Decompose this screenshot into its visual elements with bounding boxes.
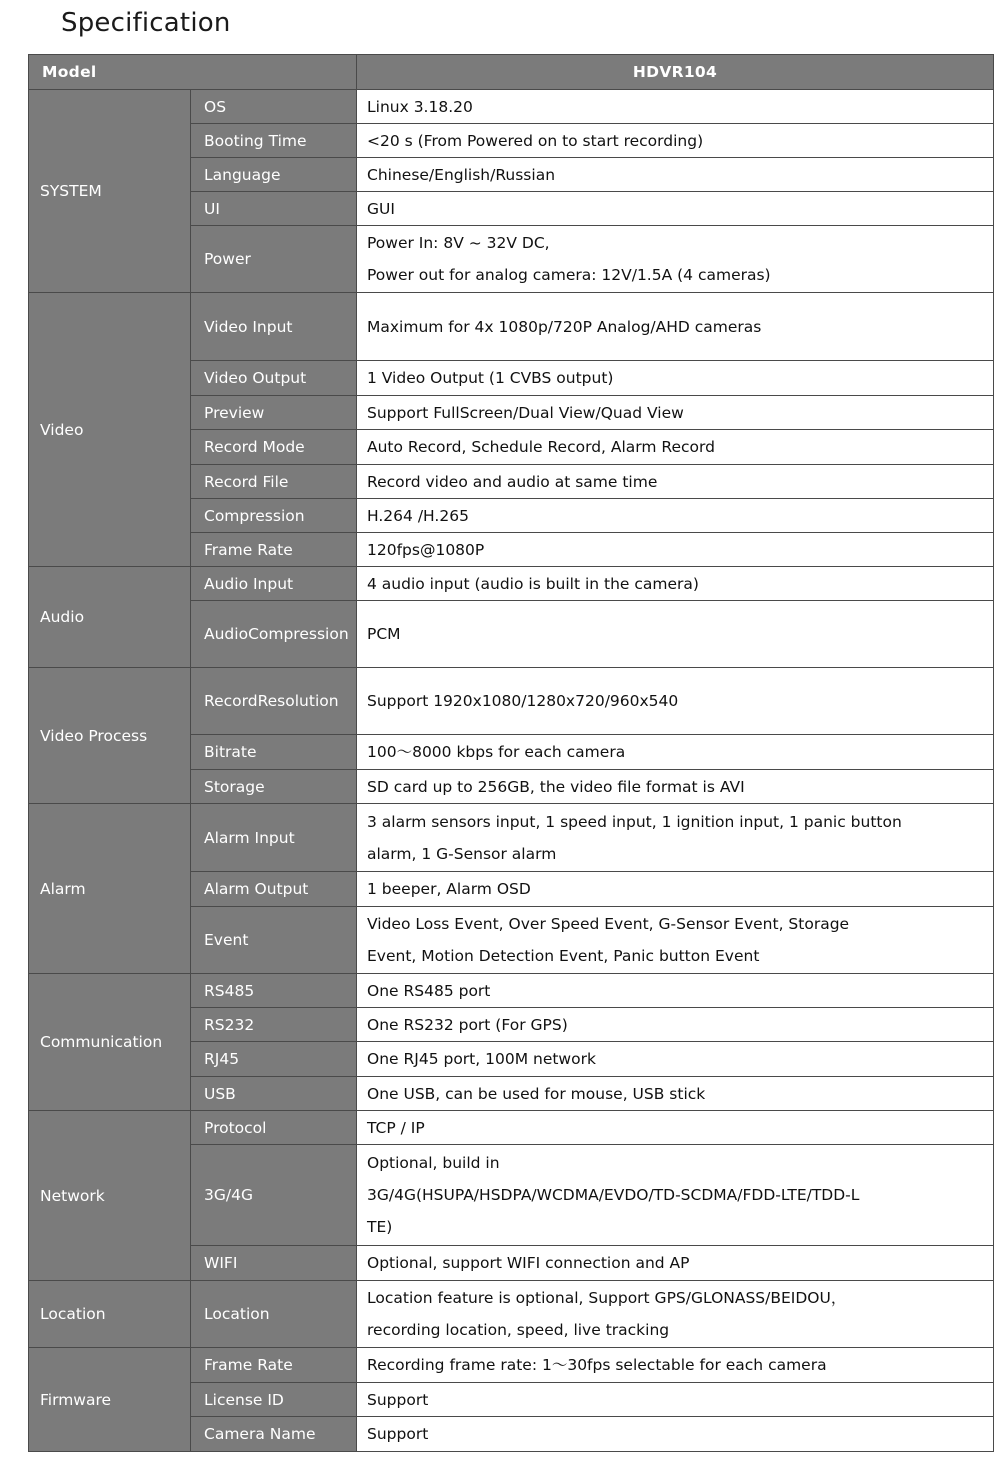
row-value-line: recording location, speed, live tracking bbox=[367, 1321, 670, 1339]
table-row bbox=[29, 668, 994, 735]
row-label: Video Output bbox=[191, 361, 357, 396]
row-label: WIFI bbox=[191, 1246, 357, 1281]
row-value bbox=[357, 396, 994, 430]
row-value-line: 1 beeper, Alarm OSD bbox=[367, 880, 531, 898]
row-value-line: 1 Video Output (1 CVBS output) bbox=[367, 369, 614, 387]
table-row bbox=[29, 1348, 994, 1383]
row-value-line: <20 s (From Powered on to start recording) bbox=[367, 131, 704, 150]
row-value bbox=[357, 293, 994, 361]
row-label: Location bbox=[191, 1281, 357, 1348]
row-value bbox=[357, 1008, 994, 1042]
row-label: Bitrate bbox=[191, 735, 357, 770]
row-label: RS485 bbox=[191, 974, 357, 1008]
row-value bbox=[357, 158, 994, 192]
row-label: Alarm Input bbox=[191, 804, 357, 872]
row-value bbox=[357, 124, 994, 158]
row-value-line: 4 audio input (audio is built in the camera) bbox=[367, 574, 699, 593]
row-label: RS232 bbox=[191, 1008, 357, 1042]
row-value bbox=[357, 907, 994, 974]
row-label: Frame Rate bbox=[191, 1348, 357, 1383]
row-label-line: Audio bbox=[204, 625, 249, 643]
group-cell-network: Network bbox=[29, 1111, 191, 1281]
row-label: Preview bbox=[191, 396, 357, 430]
row-label: Storage bbox=[191, 770, 357, 804]
row-value bbox=[357, 601, 994, 668]
row-value bbox=[357, 770, 994, 804]
row-label: Language bbox=[191, 158, 357, 192]
row-value bbox=[357, 1145, 994, 1246]
row-value bbox=[357, 90, 994, 124]
row-value-line: Linux 3.18.20 bbox=[367, 97, 473, 116]
row-value-line: Location feature is optional, Support GPS/GLONASS/BEIDOU， bbox=[367, 1289, 847, 1307]
row-label: Compression bbox=[191, 499, 357, 533]
row-label bbox=[191, 668, 357, 735]
group-cell-video: Video bbox=[29, 293, 191, 567]
row-label: Protocol bbox=[191, 1111, 357, 1145]
row-value-line: PCM bbox=[367, 625, 401, 643]
row-label: License ID bbox=[191, 1383, 357, 1417]
row-value bbox=[357, 872, 994, 907]
row-value-line: Event, Motion Detection Event, Panic button Event bbox=[367, 947, 760, 965]
row-value-line: Power out for analog camera: 12V/1.5A (4 cameras) bbox=[367, 266, 771, 284]
row-value-line: Recording frame rate: 1～30fps selectable for each camera bbox=[367, 1356, 827, 1374]
group-cell-communication: Communication bbox=[29, 974, 191, 1111]
row-value-line: GUI bbox=[367, 199, 395, 218]
group-cell-audio: Audio bbox=[29, 567, 191, 668]
row-value bbox=[357, 533, 994, 567]
row-value bbox=[357, 430, 994, 465]
group-cell-system: SYSTEM bbox=[29, 90, 191, 293]
row-value-line: One RJ45 port, 100M network bbox=[367, 1050, 596, 1068]
row-value-line: Support 1920x1080/1280x720/960x540 bbox=[367, 692, 679, 710]
row-value-line: Power In: 8V ~ 32V DC, bbox=[367, 234, 550, 252]
row-value bbox=[357, 1077, 994, 1111]
row-value-line: One RS485 port bbox=[367, 981, 491, 1000]
row-value bbox=[357, 567, 994, 601]
row-label: OS bbox=[191, 90, 357, 124]
row-value-line: TCP / IP bbox=[367, 1118, 425, 1137]
row-value-line: 3 alarm sensors input, 1 speed input, 1 ignition input, 1 panic button bbox=[367, 812, 902, 831]
row-value-line: 100～8000 kbps for each camera bbox=[367, 743, 626, 761]
table-row bbox=[29, 90, 994, 124]
row-value bbox=[357, 804, 994, 872]
row-label: UI bbox=[191, 192, 357, 226]
row-value-line: Support bbox=[367, 1390, 429, 1409]
row-value-line: 120fps@1080P bbox=[367, 540, 485, 559]
header-model-label: Model bbox=[29, 55, 357, 90]
row-value bbox=[357, 974, 994, 1008]
row-value-line: Support bbox=[367, 1425, 429, 1443]
row-label: Record Mode bbox=[191, 430, 357, 465]
group-cell-alarm: Alarm bbox=[29, 804, 191, 974]
specification-table-body bbox=[29, 55, 994, 1452]
row-label-line: Record bbox=[204, 692, 258, 710]
row-label: RJ45 bbox=[191, 1042, 357, 1077]
row-value-line: TE) bbox=[367, 1218, 393, 1236]
row-value-line: Auto Record, Schedule Record, Alarm Record bbox=[367, 438, 715, 456]
row-value bbox=[357, 1042, 994, 1077]
row-value bbox=[357, 1111, 994, 1145]
row-label: USB bbox=[191, 1077, 357, 1111]
row-value-line: 3G/4G(HSUPA/HSDPA/WCDMA/EVDO/TD-SCDMA/FDD-LTE/TDD-L bbox=[367, 1186, 860, 1204]
row-label-line: Resolution bbox=[257, 692, 339, 710]
row-value bbox=[357, 735, 994, 770]
row-label: 3G/4G bbox=[191, 1145, 357, 1246]
row-label: Frame Rate bbox=[191, 533, 357, 567]
row-value-line: Chinese/English/Russian bbox=[367, 165, 556, 184]
group-cell-firmware: Firmware bbox=[29, 1348, 191, 1452]
row-value bbox=[357, 1417, 994, 1452]
row-value bbox=[357, 465, 994, 499]
row-label: Event bbox=[191, 907, 357, 974]
row-label-line: Compression bbox=[248, 625, 349, 643]
row-value-line: Record video and audio at same time bbox=[367, 472, 658, 491]
row-label bbox=[191, 601, 357, 668]
row-value-line: Optional, support WIFI connection and AP bbox=[367, 1254, 690, 1272]
table-header-row bbox=[29, 55, 994, 90]
row-label: Audio Input bbox=[191, 567, 357, 601]
row-value bbox=[357, 1281, 994, 1348]
row-value-line: One USB, can be used for mouse, USB stick bbox=[367, 1084, 706, 1103]
row-label: Power bbox=[191, 226, 357, 293]
row-value-line: alarm, 1 G-Sensor alarm bbox=[367, 844, 557, 863]
row-value bbox=[357, 1348, 994, 1383]
header-model-value: HDVR104 bbox=[357, 55, 994, 90]
table-row bbox=[29, 804, 994, 872]
table-row bbox=[29, 1281, 994, 1348]
row-label: Video Input bbox=[191, 293, 357, 361]
row-value bbox=[357, 226, 994, 293]
row-value bbox=[357, 361, 994, 396]
row-value bbox=[357, 1383, 994, 1417]
table-row bbox=[29, 293, 994, 361]
row-label: Camera Name bbox=[191, 1417, 357, 1452]
row-value-line: One RS232 port (For GPS) bbox=[367, 1015, 568, 1034]
row-value-line: H.264 /H.265 bbox=[367, 506, 469, 525]
table-row bbox=[29, 974, 994, 1008]
row-value-line: Optional, build in bbox=[367, 1154, 500, 1172]
row-value-line: Support FullScreen/Dual View/Quad View bbox=[367, 403, 684, 422]
table-row bbox=[29, 1111, 994, 1145]
page-title: Specification bbox=[61, 8, 231, 38]
row-value bbox=[357, 1246, 994, 1281]
row-value-line: Maximum for 4x 1080p/720P Analog/AHD cameras bbox=[367, 317, 762, 336]
row-label: Booting Time bbox=[191, 124, 357, 158]
group-cell-location: Location bbox=[29, 1281, 191, 1348]
row-value-line: SD card up to 256GB, the video file format is AVI bbox=[367, 777, 745, 796]
row-label: Record File bbox=[191, 465, 357, 499]
row-label: Alarm Output bbox=[191, 872, 357, 907]
row-value bbox=[357, 499, 994, 533]
table-row bbox=[29, 567, 994, 601]
row-value-line: Video Loss Event, Over Speed Event, G-Sensor Event, Storage bbox=[367, 915, 850, 933]
group-cell-video-process: Video Process bbox=[29, 668, 191, 804]
row-value bbox=[357, 668, 994, 735]
specification-table bbox=[28, 54, 994, 1452]
row-value bbox=[357, 192, 994, 226]
